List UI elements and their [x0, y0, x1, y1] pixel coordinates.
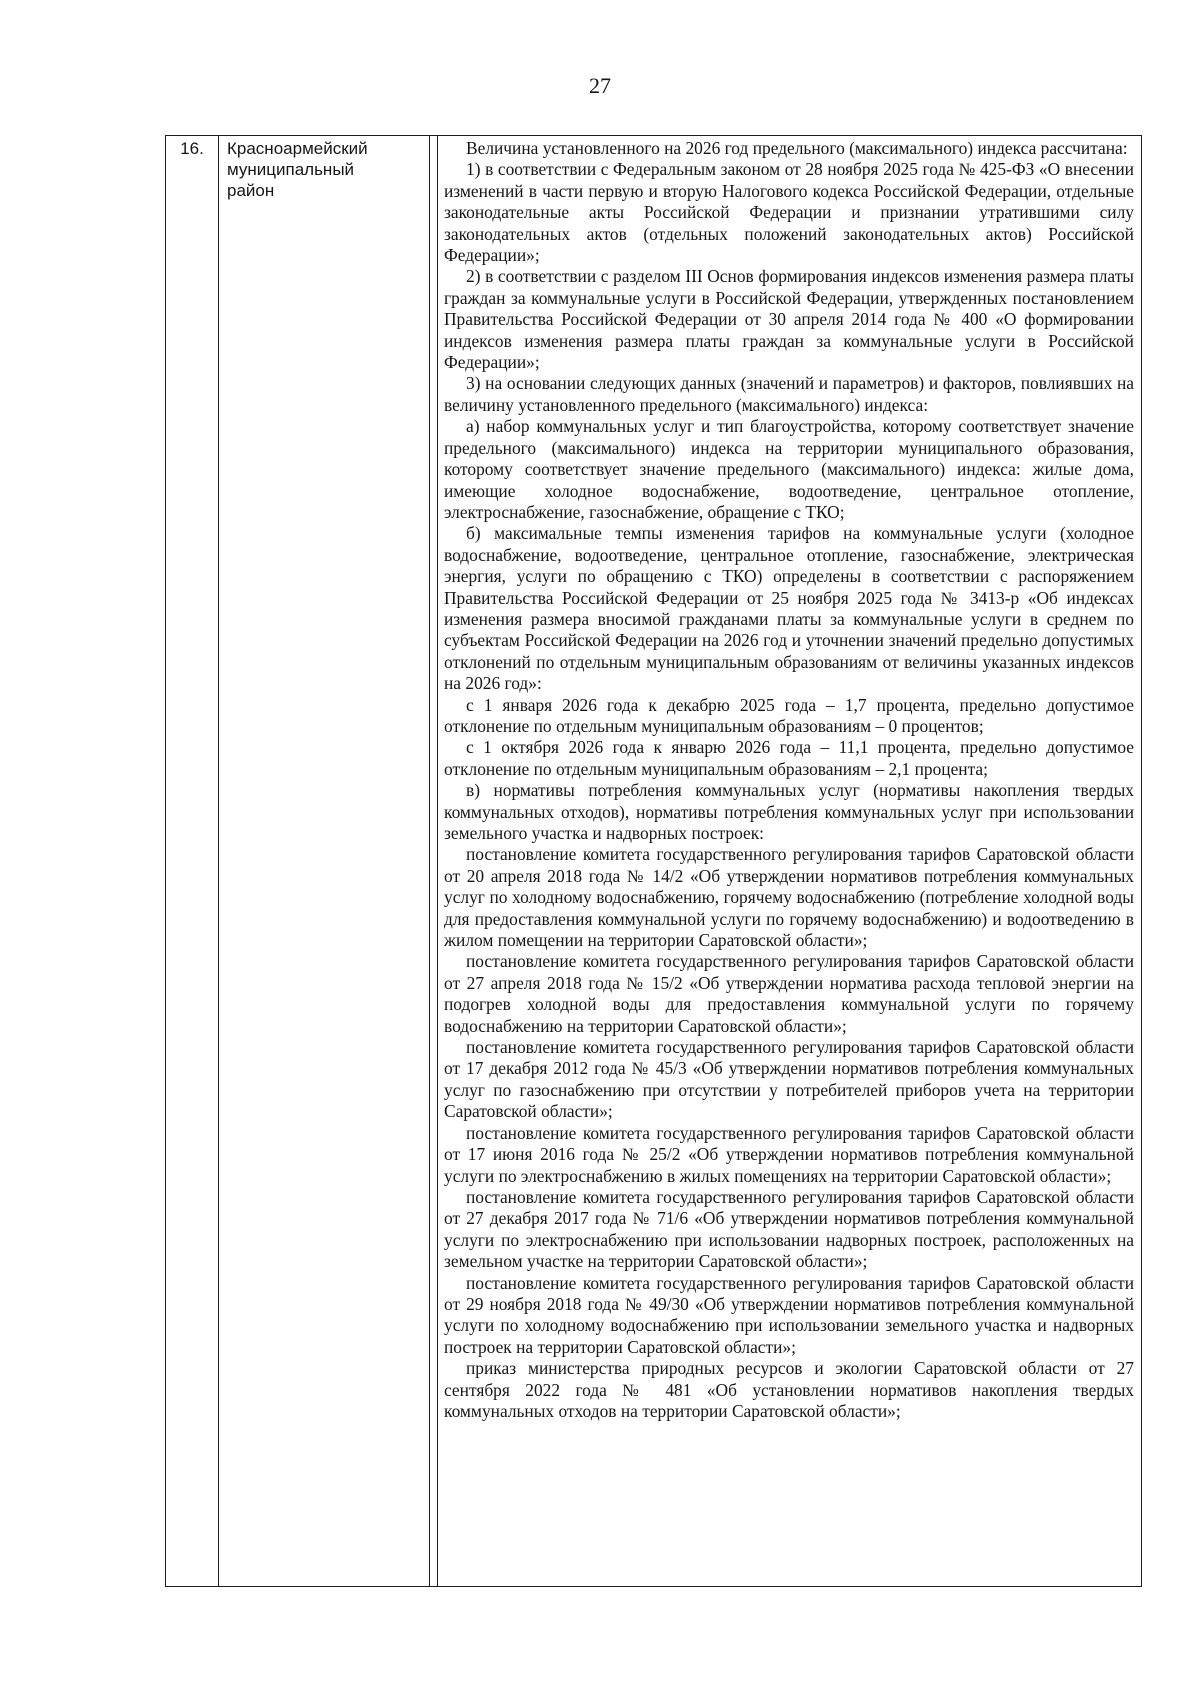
- paragraph-rate-january: с 1 января 2026 года к декабрю 2025 года – 1,7 процента, предельно допустимое отклонение по отдельным муниципальным образованиям – 0 процентов;: [444, 694, 1134, 736]
- paragraph-item-1: 1) в соответствии с Федеральным законом от 28 ноября 2025 года № 425-ФЗ «О внесении изменений в части первую и вторую Налогового кодекса Российской Федерации, отдельные законодательные акты Российской Федерации и признании утратившими силу законодательных актов (отдельных положений законодательных актов) Российской Федерации»;: [444, 159, 1134, 266]
- paragraph-item-3: 3) на основании следующих данных (значений и параметров) и факторов, повлиявших на величину установленного предельного (максимального) индекса:: [444, 373, 1134, 415]
- paragraph-resolution: постановление комитета государственного регулирования тарифов Саратовской области от 29 ноября 2018 года № 49/30 «Об утверждении нормативов потребления коммунальной услуги по холодному водоснабжению при использовании земельного участка и надворных построек на территории Саратовской области»;: [444, 1272, 1134, 1357]
- municipality-name-line: район: [227, 181, 275, 200]
- index-justification-text: [444, 138, 1134, 1422]
- column-divider: [429, 136, 430, 1586]
- paragraph-resolution: постановление комитета государственного регулирования тарифов Саратовской области от 27 апреля 2018 года № 15/2 «Об утверждении норматива расхода тепловой энергии на подогрев холодной воды для предоставления коммунальной услуги по горячему водоснабжению на территории Саратовской области»;: [444, 951, 1134, 1036]
- municipality-name-line: муниципальный: [227, 160, 355, 179]
- paragraph-item-3a: а) набор коммунальных услуг и тип благоустройства, которому соответствует значение предельного (максимального) индекса на территории муниципального образования, которому соответствует значение предельного (максимального) индекса: жилые дома, имеющие холодное водоснабжение, водоотведение, центральное отопление, электроснабжение, газоснабжение, обращение с ТКО;: [444, 416, 1134, 522]
- paragraph-resolution: постановление комитета государственного регулирования тарифов Саратовской области от 17 июня 2016 года № 25/2 «Об утверждении нормативов потребления коммунальной услуги по электроснабжению в жилых помещениях на территории Саратовской области»;: [444, 1122, 1134, 1186]
- paragraph-order: приказ министерства природных ресурсов и экологии Саратовской области от 27 сентября 2022 года № 481 «Об установлении нормативов накопления твердых коммунальных отходов на территории Саратовской области»;: [444, 1358, 1134, 1421]
- paragraph-resolution: постановление комитета государственного регулирования тарифов Саратовской области от 17 декабря 2012 года № 45/3 «Об утверждении нормативов потребления коммунальных услуг по газоснабжению при отсутствии у потребителей приборов учета на территории Саратовской области»;: [444, 1037, 1134, 1122]
- paragraph-resolution: постановление комитета государственного регулирования тарифов Саратовской области от 27 декабря 2017 года № 71/6 «Об утверждении нормативов потребления коммунальной услуги по электроснабжению при использовании надворных построек, расположенных на земельном участке на территории Саратовской области»;: [444, 1186, 1134, 1272]
- municipality-name: [227, 138, 423, 201]
- paragraph-item-3v: в) нормативы потребления коммунальных услуг (нормативы накопления твердых коммунальных отходов), нормативы потребления коммунальных услуг при использовании земельного участка и надворных построек:: [444, 780, 1134, 843]
- column-divider: [218, 136, 219, 1586]
- page-number: 27: [589, 73, 611, 98]
- municipality-table: [165, 135, 1142, 1587]
- paragraph-resolution: постановление комитета государственного регулирования тарифов Саратовской области от 20 апреля 2018 года № 14/2 «Об утверждении нормативов потребления коммунальных услуг по холодному водоснабжению, горячему водоснабжению (потребление холодной воды для предоставления коммунальной услуги по горячему водоснабжению) и водоотведению в жилом помещении на территории Саратовской области»;: [444, 844, 1134, 951]
- paragraph-intro: Величина установленного на 2026 год предельного (максимального) индекса рассчитана:: [466, 138, 1128, 158]
- municipality-name-line: Красноармейский: [227, 139, 368, 158]
- paragraph-item-3b: б) максимальные темпы изменения тарифов на коммунальные услуги (холодное водоснабжение, водоотведение, центральное отопление, газоснабжение, электрическая энергия, услуги по обращению с ТКО) определены в соответствии с распоряжением Правительства Российской Федерации от 25 ноября 2025 года № 3413-р «Об индексах изменения размера вносимой гражданами платы за коммунальные услуги в среднем по субъектам Российской Федерации на 2026 год и уточнении значений предельно допустимых отклонений по отдельным муниципальным образованиям от величины указанных индексов на 2026 год»:: [444, 523, 1134, 694]
- paragraph-rate-october: с 1 октября 2026 года к январю 2026 года – 11,1 процента, предельно допустимое отклонение по отдельным муниципальным образованиям – 2,1 процента;: [444, 737, 1134, 779]
- column-divider: [437, 136, 438, 1586]
- row-number: 16.: [180, 139, 204, 158]
- paragraph-item-2: 2) в соответствии с разделом III Основ формирования индексов изменения размера платы граждан за коммунальные услуги в Российской Федерации, утвержденных постановлением Правительства Российской Федерации от 30 апреля 2014 года № 400 «О формировании индексов изменения размера платы граждан за коммунальные услуги в Российской Федерации»;: [444, 266, 1134, 373]
